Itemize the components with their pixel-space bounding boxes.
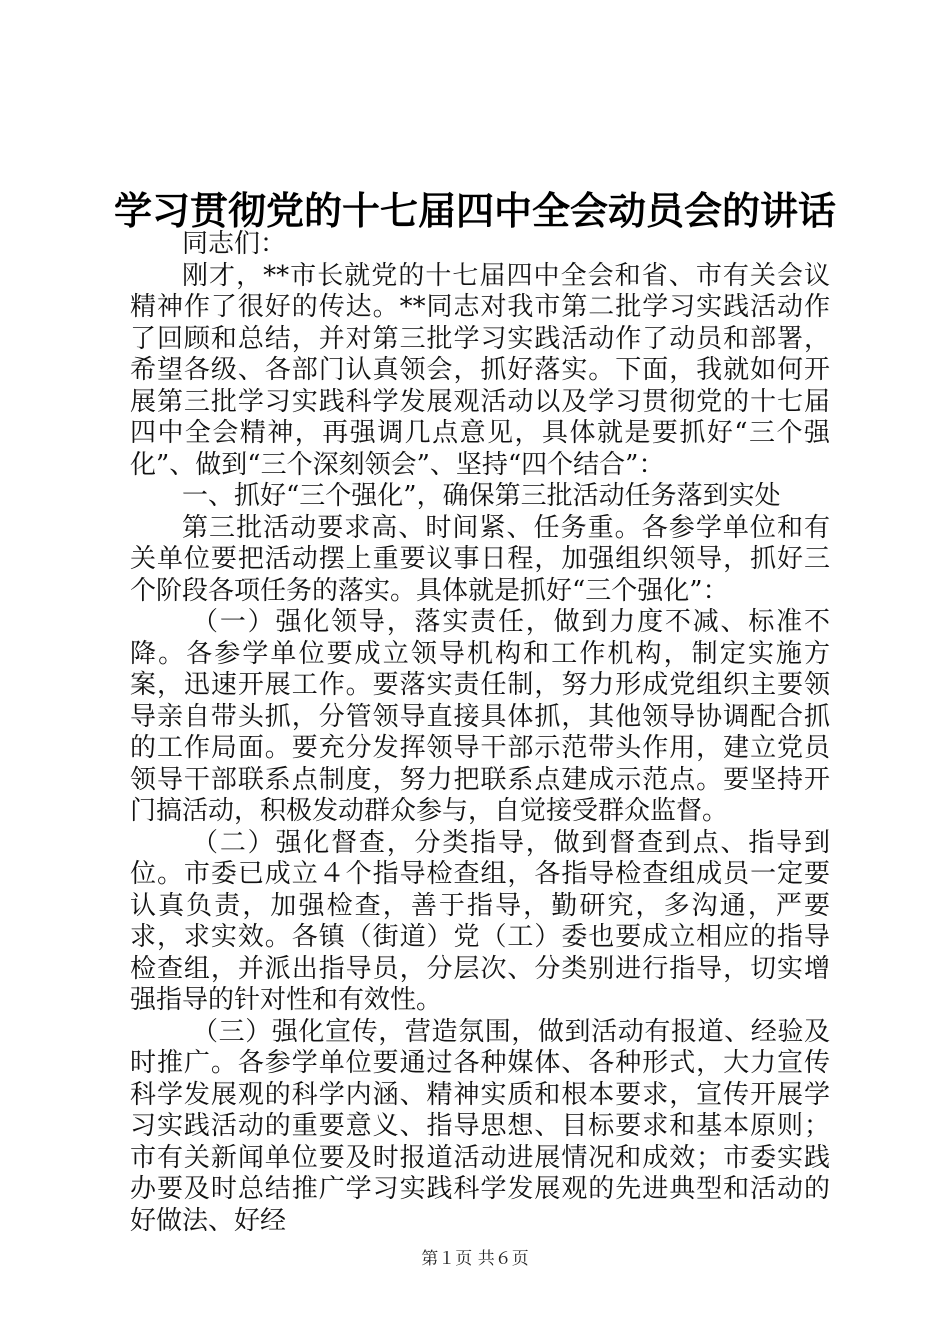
paragraph: （二）强化督查，分类指导，做到督查到点、指导到位。市委已成立４个指导检查组，各指导检查组成员一定要认真负责，加强检查，善于指导，勤研究，多沟通，严要求，求实效。各镇（街道）党（工）委也要成立相应的指导检查组，并派出指导员，分层次、分类别进行指导，切实增强指导的针对性和有效性。 xyxy=(130,827,830,1015)
paragraph: （一）强化领导，落实责任，做到力度不减、标准不降。各参学单位要成立领导机构和工作机构，制定实施方案，迅速开展工作。要落实责任制，努力形成党组织主要领导亲自带头抓，分管领导直接具体抓，其他领导协调配合抓的工作局面。要充分发挥领导干部示范带头作用，建立党员领导干部联系点制度，努力把联系点建成示范点。要坚持开门搞活动，积极发动群众参与，自觉接受群众监督。 xyxy=(130,607,830,826)
page-number: 第１页 共６页 xyxy=(421,1249,529,1269)
paragraph: 第三批活动要求高、时间紧、任务重。各参学单位和有关单位要把活动摆上重要议事日程，加强组织领导，抓好三个阶段各项任务的落实。具体就是抓好“三个强化”： xyxy=(130,512,830,606)
salutation: 同志们： xyxy=(182,229,287,259)
document-body xyxy=(130,229,830,1237)
section-heading: 一、抓好“三个强化”，确保第三批活动任务落到实处 xyxy=(182,481,781,511)
document-title: 学习贯彻党的十七届四中全会动员会的讲话 xyxy=(113,188,836,233)
paragraph: 刚才，**市长就党的十七届四中全会和省、市有关会议精神作了很好的传达。**同志对我市第二批学习实践活动作了回顾和总结，并对第三批学习实践活动作了动员和部署，希望各级、各部门认真领会，抓好落实。下面，我就如何开展第三批学习实践科学发展观活动以及学习贯彻党的十七届四中全会精神，再强调几点意见，具体就是要抓好“三个强化”、做到“三个深刻领会”、坚持“四个结合”： xyxy=(130,260,830,480)
paragraph: （三）强化宣传，营造氛围，做到活动有报道、经验及时推广。各参学单位要通过各种媒体、各种形式，大力宣传科学发展观的科学内涵、精神实质和根本要求，宣传开展学习实践活动的重要意义、指导思想、目标要求和基本原则；市有关新闻单位要及时报道活动进展情况和成效；市委实践办要及时总结推广学习实践科学发展观的先进典型和活动的好做法、好经 xyxy=(130,1016,830,1236)
